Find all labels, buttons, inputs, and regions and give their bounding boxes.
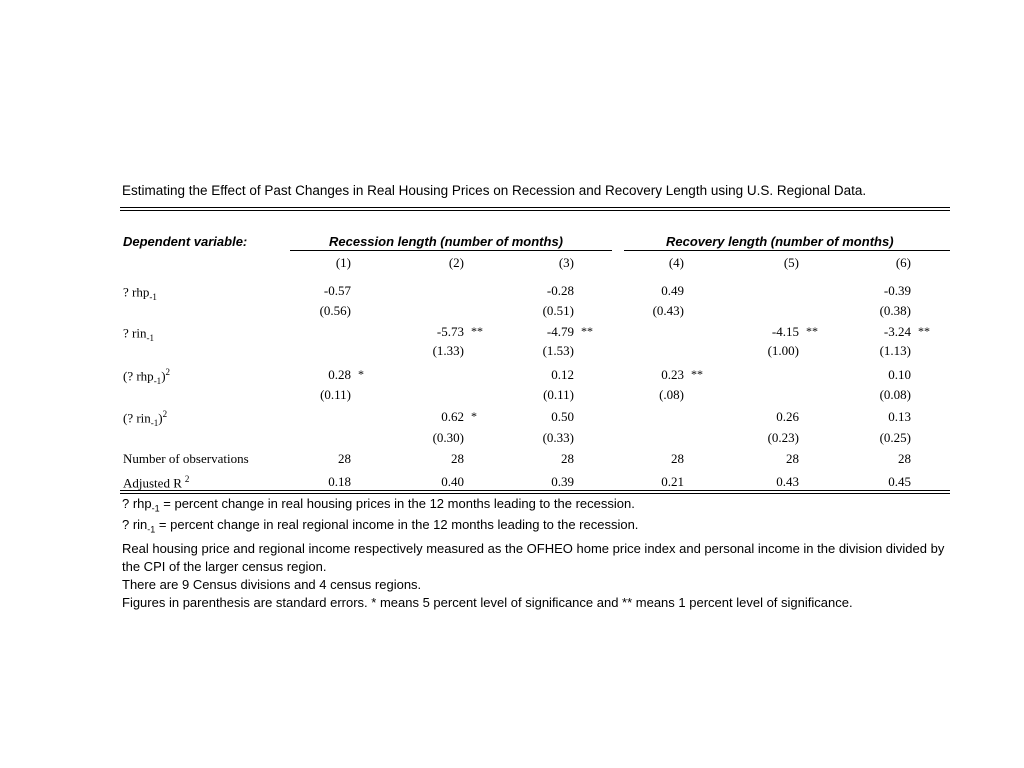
column-number: (6) bbox=[895, 255, 911, 270]
adjusted-r2-cell: 0.39 bbox=[551, 474, 574, 489]
note-rhp-symbol: ? rhp bbox=[122, 496, 152, 511]
coefficient-cell: -0.28 bbox=[546, 283, 574, 298]
row-label-symbol: (? rin bbox=[123, 410, 151, 426]
note-rin-definition bbox=[122, 517, 638, 535]
row-label bbox=[123, 367, 170, 386]
adjusted-r2-cell: 0.18 bbox=[328, 474, 351, 489]
coefficient-cell: -0.39 bbox=[883, 283, 911, 298]
coefficient-cell: 0.49 bbox=[661, 283, 684, 298]
nobs-cell: 28 bbox=[451, 451, 464, 466]
row-label-suffix: ) bbox=[161, 368, 166, 384]
standard-error-cell: (.08) bbox=[659, 387, 684, 402]
coefficient-cell: 0.10 bbox=[888, 367, 911, 382]
row-label-symbol: ? rin bbox=[123, 325, 147, 341]
nobs-cell: 28 bbox=[338, 451, 351, 466]
significance-stars: ** bbox=[918, 324, 930, 338]
adjusted-r2-cell: 0.21 bbox=[661, 474, 684, 489]
row-label bbox=[123, 409, 167, 428]
top-double-rule bbox=[120, 207, 950, 211]
nobs-cell: 28 bbox=[561, 451, 574, 466]
note-rhp-sub: -1 bbox=[151, 503, 160, 514]
row-label-sup: 2 bbox=[165, 367, 171, 377]
standard-error-cell: (0.43) bbox=[652, 303, 684, 318]
row-label-sub: -1 bbox=[146, 332, 154, 343]
coefficient-cell: -4.15 bbox=[771, 324, 799, 339]
column-number: (3) bbox=[558, 255, 574, 270]
standard-error-cell: (0.30) bbox=[432, 430, 464, 445]
standard-error-cell: (1.00) bbox=[767, 343, 799, 358]
coefficient-cell: 0.13 bbox=[888, 409, 911, 424]
row-label bbox=[123, 283, 157, 302]
standard-error-cell: (0.11) bbox=[320, 387, 351, 402]
bottom-double-rule bbox=[120, 490, 950, 494]
coefficient-cell: -4.79 bbox=[546, 324, 574, 339]
adjusted-r2-cell: 0.40 bbox=[441, 474, 464, 489]
dependent-variable-label: Dependent variable: bbox=[123, 234, 248, 249]
column-number: (1) bbox=[335, 255, 351, 270]
row-label-sub: -1 bbox=[150, 417, 159, 428]
note-census: There are 9 Census divisions and 4 census regions. bbox=[122, 577, 422, 592]
row-label-sub: -1 bbox=[153, 375, 162, 386]
column-number: (2) bbox=[448, 255, 464, 270]
table-title: Estimating the Effect of Past Changes in Real Housing Prices on Recession and Recovery Length using U.S. Regional Data. bbox=[122, 183, 867, 198]
row-label-sub: -1 bbox=[149, 291, 157, 302]
standard-error-cell: (0.08) bbox=[879, 387, 911, 402]
column-number: (4) bbox=[668, 255, 684, 270]
group-underline-recession bbox=[290, 250, 612, 251]
note-rhp-definition bbox=[122, 496, 635, 514]
adjusted-r2-sup: 2 bbox=[184, 474, 190, 484]
standard-error-cell: (0.38) bbox=[879, 303, 911, 318]
adjusted-r2-cell: 0.43 bbox=[776, 474, 799, 489]
significance-stars: * bbox=[358, 367, 364, 381]
significance-stars: ** bbox=[691, 367, 703, 381]
nobs-label: Number of observations bbox=[123, 451, 249, 466]
row-label-suffix: ) bbox=[158, 410, 163, 426]
note-measurement: Real housing price and regional income respectively measured as the OFHEO home price index and personal income in the division divided by the CPI of the larger census region. bbox=[122, 541, 945, 574]
note-significance: Figures in parenthesis are standard errors. * means 5 percent level of significance and ** means 1 percent level of significance. bbox=[122, 595, 853, 610]
standard-error-cell: (0.56) bbox=[319, 303, 351, 318]
group-header-recovery: Recovery length (number of months) bbox=[666, 234, 894, 249]
nobs-cell: 28 bbox=[671, 451, 684, 466]
standard-error-cell: (1.53) bbox=[542, 343, 574, 358]
coefficient-cell: 0.62 bbox=[441, 409, 464, 424]
nobs-cell: 28 bbox=[898, 451, 911, 466]
significance-stars: ** bbox=[806, 324, 818, 338]
significance-stars: * bbox=[471, 409, 477, 423]
coefficient-cell: 0.26 bbox=[776, 409, 799, 424]
notes-paragraphs bbox=[122, 540, 962, 612]
note-rhp-text: = percent change in real housing prices in the 12 months leading to the recession. bbox=[159, 496, 635, 511]
standard-error-cell: (0.51) bbox=[542, 303, 574, 318]
standard-error-cell: (0.11) bbox=[543, 387, 574, 402]
standard-error-cell: (0.33) bbox=[542, 430, 574, 445]
adjusted-r2-cell: 0.45 bbox=[888, 474, 911, 489]
standard-error-cell: (0.23) bbox=[767, 430, 799, 445]
standard-error-cell: (1.13) bbox=[879, 343, 911, 358]
nobs-cell: 28 bbox=[786, 451, 799, 466]
row-label bbox=[123, 324, 154, 343]
significance-stars: ** bbox=[471, 324, 483, 338]
row-label-symbol: (? rhp bbox=[123, 368, 154, 384]
coefficient-cell: -0.57 bbox=[323, 283, 351, 298]
note-rin-symbol: ? rin bbox=[122, 517, 148, 532]
column-number: (5) bbox=[783, 255, 799, 270]
coefficient-cell: 0.28 bbox=[328, 367, 351, 382]
standard-error-cell: (0.25) bbox=[879, 430, 911, 445]
row-label-sup: 2 bbox=[162, 409, 168, 419]
adjusted-r2-label bbox=[123, 474, 189, 491]
significance-stars: ** bbox=[581, 324, 593, 338]
coefficient-cell: -3.24 bbox=[883, 324, 911, 339]
coefficient-cell: -5.73 bbox=[436, 324, 464, 339]
row-label-symbol: ? rhp bbox=[123, 284, 150, 300]
note-rin-text: = percent change in real regional income in the 12 months leading to the recession. bbox=[155, 517, 639, 532]
coefficient-cell: 0.50 bbox=[551, 409, 574, 424]
group-underline-recovery bbox=[624, 250, 950, 251]
coefficient-cell: 0.23 bbox=[661, 367, 684, 382]
group-header-recession: Recession length (number of months) bbox=[329, 234, 564, 249]
coefficient-cell: 0.12 bbox=[551, 367, 574, 382]
note-rin-sub: -1 bbox=[147, 524, 156, 535]
adjusted-r2-text: Adjusted R bbox=[123, 475, 182, 491]
standard-error-cell: (1.33) bbox=[432, 343, 464, 358]
